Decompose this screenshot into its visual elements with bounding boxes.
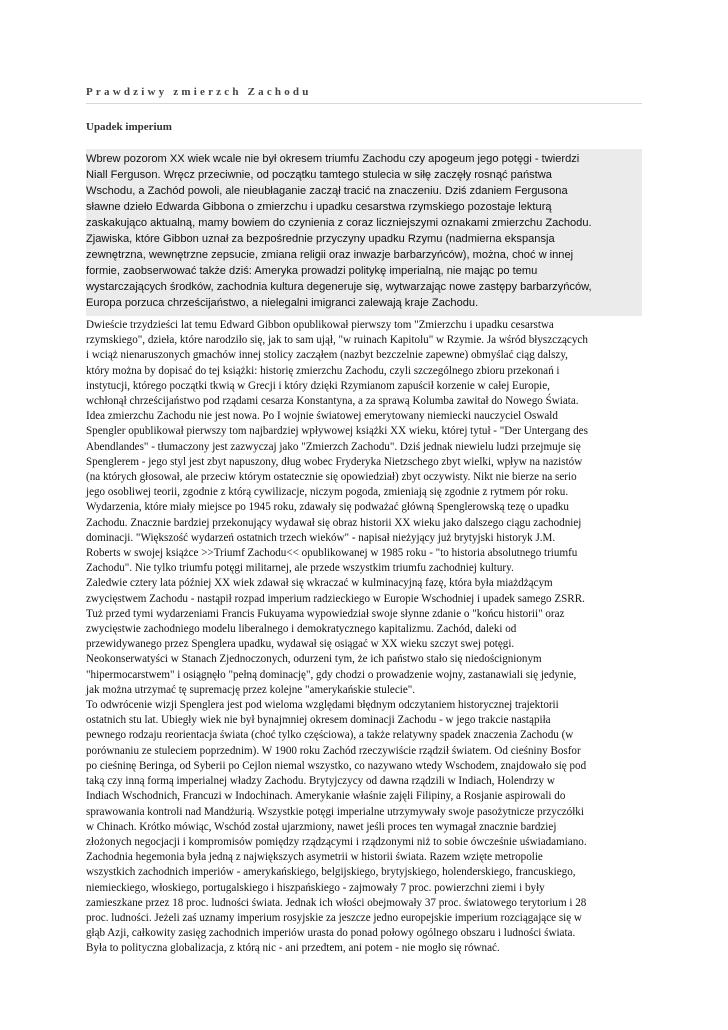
body-line: zwycięstwie zachodniego modelu liberalnego i demokratycznego kapitalizmu. Zachód, daleki od	[86, 623, 517, 636]
body-line: pewnego rodzaju reorientacja świata (choć tylko częściowa), a także relatywny spadek znaczenia Zachodu (w	[86, 729, 574, 742]
title-divider	[86, 103, 642, 104]
body-line: ostatnich stu lat. Ubiegły wiek nie był bynajmniej okresem dominacji Zachodu - w jego trakcie nastąpiła	[86, 714, 551, 727]
body-line: w Chinach. Krótko mówiąc, Wschód został ujarzmiony, nawet jeśli proces ten wymagał znacznie bardziej	[86, 820, 557, 833]
body-line: Zaledwie cztery lata później XX wiek zdawał się wkraczać w kulminacyjną fazę, która była miażdżącym	[86, 577, 553, 590]
lead-line: Niall Ferguson. Wręcz przeciwnie, od początku tamtego stulecia w siłę zaczęły rosnąć państwa	[86, 169, 552, 181]
lead-line: sławne dzieło Edwarda Gibbona o zmierzchu i upadku cesarstwa rzymskiego pozostaje lekturą	[86, 201, 552, 213]
body-line: i wciąż nienaruszonych gmachów innej stolicy zacząłem (nazbyt bezczelnie zapewne) obmyślać ciąg dalszy,	[86, 349, 568, 362]
body-line: głąb Azji, całkowity zasięg zachodnich imperiów urasta do ponad połowy ogólnego obszaru i ludności świata.	[86, 927, 576, 940]
body-line: Zachodu. Znacznie bardziej przekonujący wydawał się obraz historii XX wieku jako dalszego ciągu zachodniej	[86, 516, 582, 529]
body-line: Tuż przed tymi wydarzeniami Francis Fukuyama wypowiedział swoje słynne zdanie o "końcu historii" oraz	[86, 607, 565, 620]
body-line: zamieszkane przez 18 proc. ludności świata. Jednak ich włości obejmowały 37 proc. światowego terytorium i 28	[86, 896, 587, 909]
body-line: złożonych negocjacji i kompromisów pomiędzy rządzącymi i rządzonymi niż to sobie ówcześnie uświadamiano.	[86, 835, 587, 848]
lead-line: zewnętrzna, wewnętrzne zepsucie, zmiana religii oraz inwazje barbarzyńców), można, choć w innej	[86, 249, 574, 261]
article-subtitle: Upadek imperium	[86, 121, 172, 133]
body-line: wchłonął chrześcijaństwo pod rządami cesarza Konstantyna, a za sprawą Kolumba zawitał do Nowego Świata.	[86, 395, 579, 408]
body-line: Idea zmierzchu Zachodu nie jest nowa. Po I wojnie światowej emerytowany niemiecki nauczyciel Oswald	[86, 410, 558, 423]
body-line: zwycięstwem Zachodu - nastąpił rozpad imperium radzieckiego w Europie Wschodniej i upadek samego ZSRR.	[86, 592, 585, 605]
body-line: Dwieście trzydzieści lat temu Edward Gibbon opublikował pierwszy tom "Zmierzchu i upadku cesarstwa	[86, 319, 554, 331]
article-title: Prawdziwy zmierzch Zachodu	[86, 86, 312, 98]
body-line: proc. ludności. Jeżeli zaś uznamy imperium rosyjskie za jeszcze jedno europejskie imperium rozciągające się w	[86, 911, 582, 924]
body-line: Neokonserwatyści w Stanach Zjednoczonych, odurzeni tym, że ich państwo stało się niedoścignionym	[86, 653, 542, 666]
body-line: sprawowania kontroli nad Mandżurią. Wszystkie potęgi imperialne utrzymywały swoje pasożytnicze przyczółki	[86, 805, 584, 818]
body-line: Roberts w swojej książce >>Triumf Zachodu<< opublikowanej w 1985 roku - "to historia absolutnego triumfu	[86, 547, 578, 560]
body-line: taką czy inną formą imperialnej władzy Zachodu. Brytyjczycy od dawna rządzili w Indiach, Holendrzy w	[86, 775, 555, 788]
lead-line: Zjawiska, które Gibbon uznał za bezpośrednie przyczyny upadku Rzymu (nadmierna ekspansja	[86, 233, 555, 245]
lead-line: Wschodu, a Zachód powoli, ale nieubłaganie zaczął tracić na znaczeniu. Dziś zdaniem Fergusona	[86, 185, 568, 197]
lead-line: Wbrew pozorom XX wiek wcale nie był okresem triumfu Zachodu czy apogeum jego potęgi - twierdzi	[86, 153, 580, 165]
body-line: dominacji. "Większość wydarzeń ostatnich trzech wieków" - napisał nieżyjący już brytyjski historyk J.M.	[86, 531, 556, 544]
body-line: Spengler opublikował pierwszy tom najbardziej wpływowej książki XX wieku, której tytuł - "Der Untergang des	[86, 425, 588, 438]
body-line: (na których głosował, ale przeciw którym ostatecznie się opowiedział) zbyt oczywisty. Nikt nie bierze na serio	[86, 471, 577, 484]
body-line: który można by dopisać do tej książki: historię zmierzchu Zachodu, czyli szczególnego zbioru przekonań i	[86, 364, 560, 377]
body-line: rzymskiego", dzieła, które narodziło się, jak to sam ujął, "w ruinach Kapitolu" w Rzymie. Ja wśród błyszczących	[86, 334, 588, 347]
body-line: Spenglerem - jego styl jest zbyt napuszony, dług wobec Fryderyka Nietzschego zbyt wielki, wpływ na nazistów	[86, 455, 583, 468]
body-line: Zachodnia hegemonia była jedną z największych asymetrii w historii świata. Razem wzięte metropolie	[86, 851, 543, 864]
body-line: po cieśninę Beringa, od Syberii po Cejlon niemal wszystko, co nazywano wtedy Wschodem, znajdowało się pod	[86, 759, 587, 772]
body-line: Abendlandes" - tłumaczony jest zazwyczaj jako "Zmierzch Zachodu". Dziś jednak niewielu ludzi przejmuje się	[86, 440, 581, 453]
lead-line: Europa porzuca chrześcijaństwo, a nielegalni imigranci zalewają kraje Zachodu.	[86, 297, 479, 309]
body-line: porównaniu ze stuleciem poprzednim). W 1900 roku Zachód rzeczywiście rządził światem. Od cieśniny Bosfor	[86, 744, 581, 757]
lead-line: zaskakująco aktualną, mamy bowiem do czynienia z coraz liczniejszymi oznakami zmierzchu Zachodu.	[86, 217, 592, 229]
body-line: To odwrócenie wizji Spenglera jest pod wieloma względami błędnym odczytaniem historycznej trajektorii	[86, 699, 559, 712]
lead-line: wystarczających środków, zachodnia kultura degeneruje się, wytwarzając nowe zastępy barbarzyńców,	[86, 281, 592, 293]
body-line: Indiach Wschodnich, Francuzi w Indochinach. Amerykanie właśnie zajęli Filipiny, a Rosjanie aspirowali do	[86, 790, 566, 803]
article-body	[86, 318, 642, 957]
body-line: przewidywanego przez Spenglera upadku, wydawał się osiągać w XX wieku szczyt swej potęgi.	[86, 638, 515, 651]
lead-paragraph	[86, 149, 642, 316]
body-line: jak można utrzymać tę supremację przez kolejne "amerykańskie stulecie".	[86, 683, 416, 696]
body-line: Wydarzenia, które miały miejsce po 1945 roku, zdawały się podważać główną Spenglerowską tezę o upadku	[86, 501, 569, 514]
body-line: wszystkich zachodnich imperiów - amerykańskiego, belgijskiego, brytyjskiego, holenderskiego, francuskiego,	[86, 866, 576, 879]
lead-line: formie, zaobserwować także dziś: Ameryka prowadzi politykę imperialną, nie mając po temu	[86, 265, 538, 277]
body-line: Była to polityczna globalizacja, z którą nic - ani przedtem, ani potem - nie mogło się równać.	[86, 942, 500, 955]
body-line: niemieckiego, włoskiego, portugalskiego i hiszpańskiego - zajmowały 7 proc. powierzchni ziemi i były	[86, 881, 545, 894]
body-line: Zachodu". Nie tylko triumfu potęgi militarnej, ale przede wszystkim triumfu zachodniej kultury.	[86, 562, 514, 575]
body-line: instytucji, którego początki tkwią w Grecji i który dzięki Rzymianom zapuścił korzenie w całej Europie,	[86, 379, 550, 392]
body-line: "hipermocarstwem" i osiągnęło "pełną dominację", gdy chodzi o prowadzenie wojny, zastanawiali się jedynie,	[86, 668, 577, 681]
body-line: jego osobliwej teorii, zgodnie z którą cywilizacje, niczym pogoda, zmieniają się zgodnie z rytmem pór roku.	[86, 486, 569, 499]
